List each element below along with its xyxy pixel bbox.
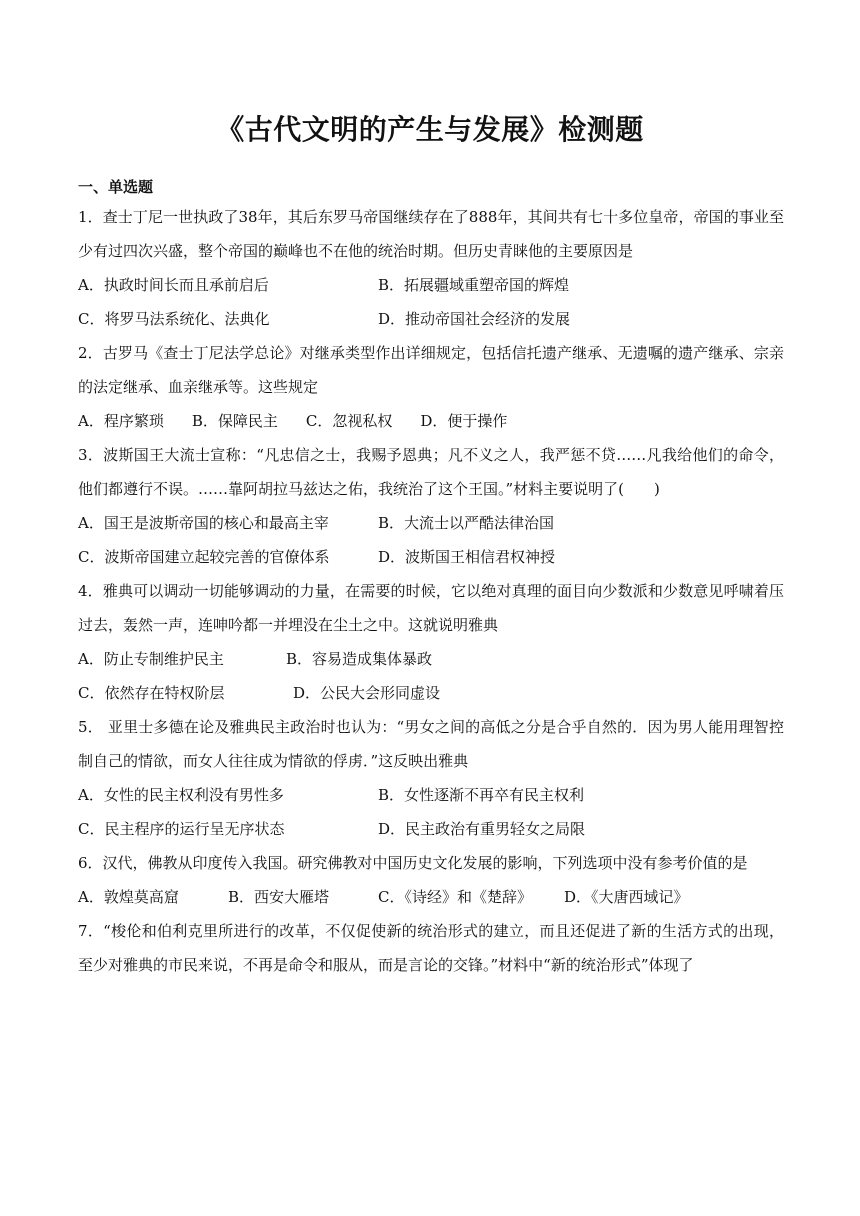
question-stem: 6．汉代，佛教从印度传入我国。研究佛教对中国历史文化发展的影响，下列选项中没有参考价值的是: [78, 854, 748, 872]
option-a: A．敦煌莫高窟: [78, 888, 179, 906]
option-a: A．防止专制维护民主: [78, 650, 224, 668]
question-stem: 2．古罗马《查士丁尼法学总论》对继承类型作出详细规定，包括信托遗产继承、无遗嘱的遗产继承、宗亲的法定继承、血亲继承等。这些规定: [78, 344, 784, 396]
option-b: B．保障民主: [191, 412, 278, 430]
option-d: D．推动帝国社会经济的发展: [378, 310, 571, 328]
option-d: D．波斯国王相信君权神授: [378, 548, 556, 566]
options-row: [78, 778, 784, 812]
options-row: [78, 302, 784, 336]
options-row: [78, 676, 784, 710]
option-c: C．将罗马法系统化、法典化: [78, 310, 270, 328]
option-a: A．程序繁琐: [78, 412, 164, 430]
option-b: B．大流士以严酷法律治国: [378, 514, 555, 532]
options-row: [78, 540, 784, 574]
option-d: D．民主政治有重男轻女之局限: [378, 820, 586, 838]
option-b: B．拓展疆域重塑帝国的辉煌: [378, 276, 570, 294]
option-a: A．国王是波斯帝国的核心和最高主宰: [78, 514, 329, 532]
question-stem: 3．波斯国王大流士宣称：“凡忠信之士，我赐予恩典；凡不义之人，我严惩不贷……凡我给他们的命令，他们都遵行不误。……靠阿胡拉马兹达之佑，我统治了这个王国。”材料主要说明了( ): [78, 446, 784, 498]
question-stem: 4．雅典可以调动一切能够调动的力量，在需要的时候，它以绝对真理的面目向少数派和少数意见呼啸着压过去，轰然一声，连呻吟都一并埋没在尘土之中。这就说明雅典: [78, 582, 784, 634]
option-c: C．忽视私权: [305, 412, 393, 430]
option-d: D．便于操作: [420, 412, 508, 430]
option-c: C．民主程序的运行呈无序状态: [78, 820, 285, 838]
options-row: [78, 268, 784, 302]
option-c: C．依然存在特权阶层: [78, 684, 225, 702]
options-row: [78, 506, 784, 540]
question-stem: 7．“梭伦和伯利克里所进行的改革，不仅促使新的统治形式的建立，而且还促进了新的生活方式的出现，至少对雅典的市民来说，不再是命令和服从，而是言论的交锋。”材料中“新的统治形式”体现了: [78, 922, 784, 974]
section-heading: 一、单选题: [78, 178, 154, 196]
options-row: [78, 880, 784, 914]
question-list: [78, 200, 784, 982]
option-b: B．女性逐渐不再卒有民主权利: [378, 786, 585, 804]
option-a: A．执政时间长而且承前启后: [78, 276, 269, 294]
option-b: B．西安大雁塔: [228, 888, 330, 906]
option-c: C．《诗经》和《楚辞》: [378, 888, 532, 906]
options-row: [78, 642, 784, 676]
option-a: A．女性的民主权利没有男性多: [78, 786, 284, 804]
question-stem: 5． 亚里士多德在论及雅典民主政治时也认为：“男女之间的高低之分是合乎自然的．因为男人能用理智控制自己的情欲，而女人往往成为情欲的俘虏．”这反映出雅典: [78, 718, 784, 770]
option-c: C．波斯帝国建立起较完善的官僚体系: [78, 548, 330, 566]
options-row: [78, 404, 784, 438]
options-row: [78, 812, 784, 846]
document-title: 《古代文明的产生与发展》检测题: [216, 113, 644, 146]
option-d: D．公民大会形同虚设: [293, 684, 441, 702]
question-stem: 1．查士丁尼一世执政了38年，其后东罗马帝国继续存在了888年，其间共有七十多位皇帝，帝国的事业至少有过四次兴盛，整个帝国的巅峰也不在他的统治时期。但历史青睐他的主要原因是: [78, 208, 784, 260]
option-b: B．容易造成集体暴政: [286, 650, 433, 668]
option-d: D．《大唐西域记》: [564, 888, 689, 906]
